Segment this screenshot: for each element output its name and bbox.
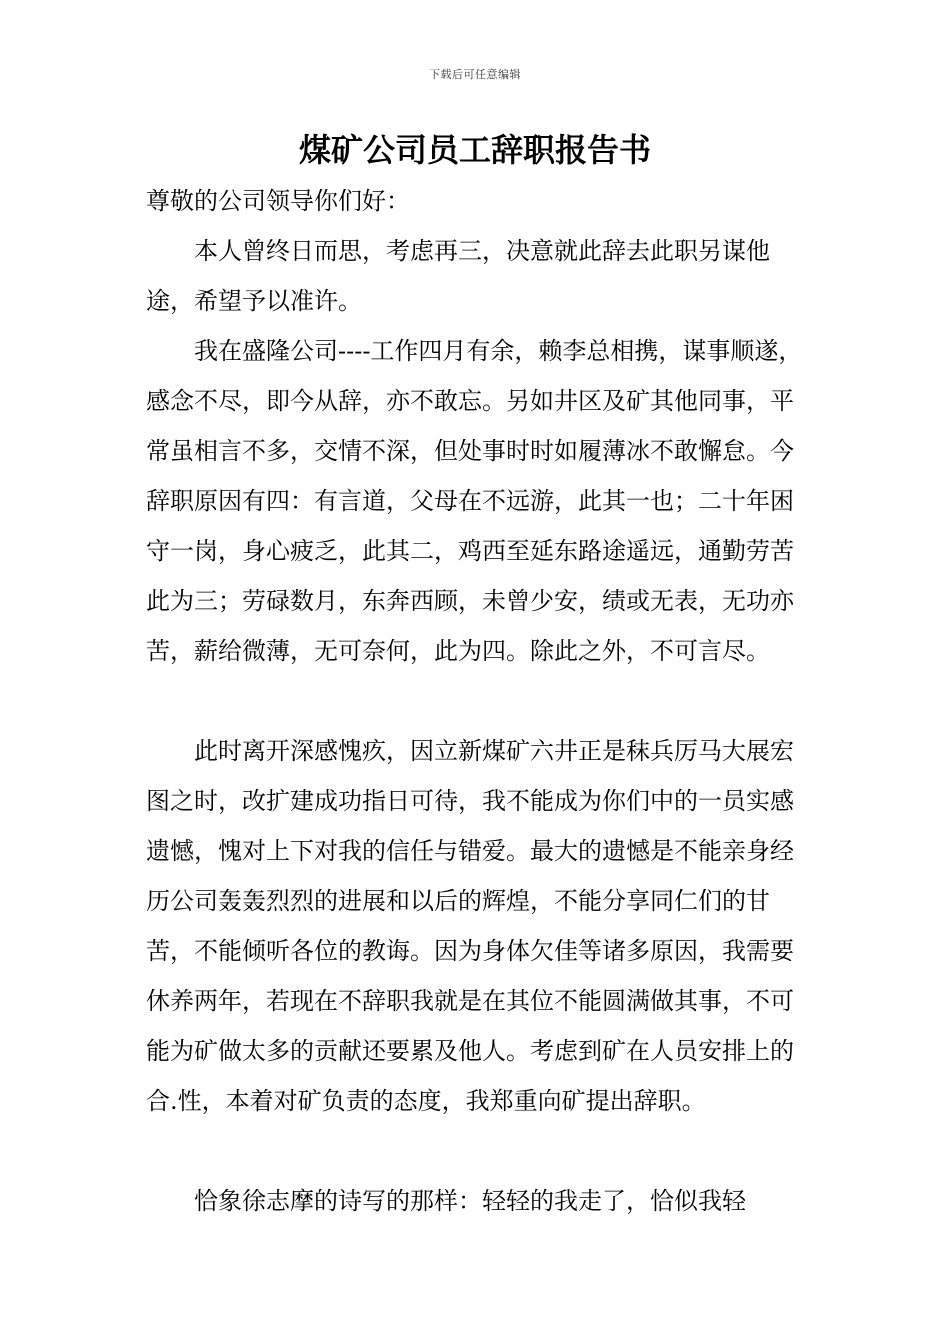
paragraph-2: 我在盛隆公司----工作四月有余，赖李总相携，谋事顺遂，感念不尽，即今从辞，亦不敢忘。另如井区及矿其他同事，平常虽相言不多，交情不深，但处事时时如履薄冰不敢懈怠。今辞职原因有四：有言道，父母在不远游，此其一也；二十年困守一岗，身心疲乏，此其二，鸡西至延东路途遥远，通勤劳苦此为三；劳碌数月，东奔西顾，未曾少安，绩或无表，无功亦苦，薪给微薄，无可奈何，此为四。除此之外，不可言尽。: [146, 337, 803, 665]
salutation: 尊敬的公司领导你们好：: [146, 187, 410, 215]
document-title: 煤矿公司员工辞职报告书: [298, 131, 651, 169]
paragraph-4: 恰象徐志摩的诗写的那样：轻轻的我走了，恰似我轻: [194, 1187, 746, 1215]
paragraph-1: 本人曾终日而思，考虑再三，决意就此辞去此职另谋他途，希望予以准许。: [146, 237, 770, 315]
paragraph-3: 此时离开深感愧疚，因立新煤矿六井正是秣兵厉马大展宏图之时，改扩建成功指日可待，我不能成为你们中的一员实感遗憾，愧对上下对我的信任与错爱。最大的遗憾是不能亲身经历公司轰轰烈烈的进展和以后的辉煌，不能分享同仁们的甘苦，不能倾听各位的教诲。因为身体欠佳等诸多原因，我需要休养两年，若现在不辞职我就是在其位不能圆满做其事，不可能为矿做太多的贡献还要累及他人。考虑到矿在人员安排上的合.性，本着对矿负责的态度，我郑重向矿提出辞职。: [146, 737, 794, 1115]
header-note: 下载后可任意编辑: [429, 68, 521, 81]
